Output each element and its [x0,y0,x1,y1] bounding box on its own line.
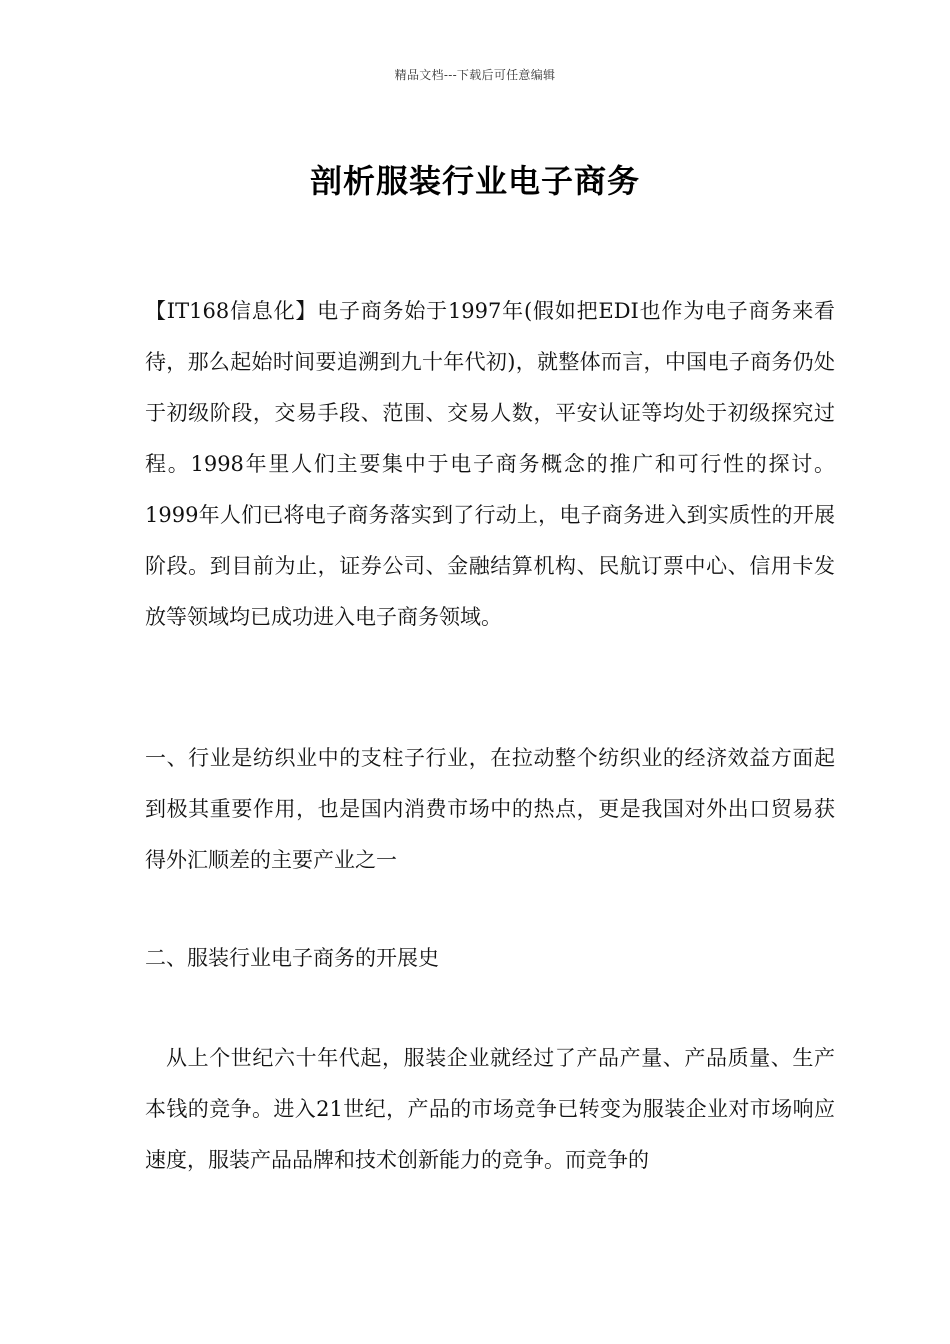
paragraph-history: 从上个世纪六十年代起，服装企业就经过了产品产量、产品质量、生产本钱的竞争。进入21世纪，产品的市场竞争已转变为服装企业对市场响应速度，服装产品品牌和技术创新能力的竞争。而竞争的 [145,1046,835,1172]
header-note: 精品文档---下载后可任意编辑 [394,68,556,82]
paragraph-intro: 【IT168信息化】电子商务始于1997年(假如把EDI也作为电子商务来看待，那么起始时间要追溯到九十年代初)，就整体而言，中国电子商务仍处于初级阶段，交易手段、范围、交易人数，平安认证等均处于初级探究过程。1998年里人们主要集中于电子商务概念的推广和可行性的探讨。1999年人们已将电子商务落实到了行动上，电子商务进入到实质性的开展阶段。到目前为止，证券公司、金融结算机构、民航订票中心、信用卡发放等领域均已成功进入电子商务领域。 [145,299,835,629]
section-heading-two: 二、服装行业电子商务的开展史 [145,946,439,970]
document-title: 剖析服装行业电子商务 [309,162,640,200]
paragraph-section-one: 一、行业是纺织业中的支柱子行业，在拉动整个纺织业的经济效益方面起到极其重要作用，也是国内消费市场中的热点，更是我国对外出口贸易获得外汇顺差的主要产业之一 [145,746,835,872]
